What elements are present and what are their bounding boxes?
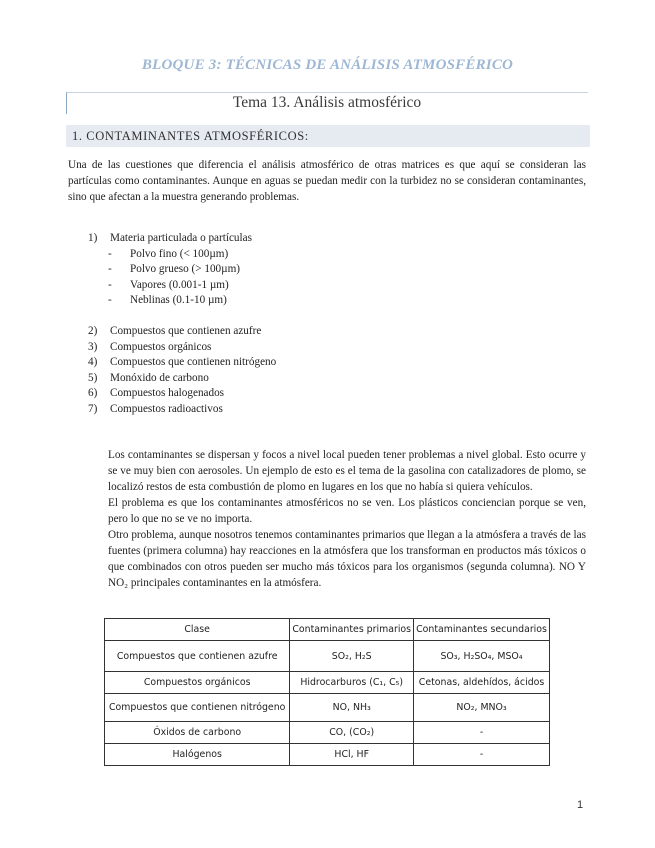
list-item <box>88 402 276 418</box>
table-row <box>105 744 550 766</box>
list-item <box>88 386 276 402</box>
table-cell: NO₂, MNO₃ <box>414 694 550 722</box>
table-cell: SO₂, H₂S <box>290 641 414 672</box>
table-row <box>105 641 550 672</box>
table-row <box>105 722 550 744</box>
particulate-list <box>88 231 252 309</box>
list-number: 2) <box>88 325 98 337</box>
table-cell: NO, NH₃ <box>290 694 414 722</box>
list-item-text: Compuestos radioactivos <box>110 402 223 415</box>
list-item-text: Compuestos halogenados <box>110 387 225 399</box>
list-subitem-text: Polvo fino (< 100µm) <box>130 247 229 260</box>
table-cell: CO, (CO₂) <box>290 722 414 744</box>
list-item-text: Compuestos orgánicos <box>110 340 212 353</box>
list-item <box>88 340 276 356</box>
list-item <box>88 371 276 387</box>
list-subitem-text: Vapores (0.001-1 µm) <box>130 278 229 291</box>
list-subitem <box>88 278 252 294</box>
list-item <box>88 231 252 247</box>
list-item <box>88 355 276 371</box>
list-subitem <box>88 293 252 309</box>
list-item-text: Monóxido de carbono <box>110 371 209 384</box>
list-number: 1) <box>88 232 98 244</box>
table-cell: - <box>414 722 550 744</box>
table-cell: - <box>414 744 550 766</box>
table-header-cell: Contaminantes primarios <box>290 619 414 641</box>
table-header-cell: Clase <box>105 619 290 641</box>
table-cell: Óxidos de carbono <box>105 722 290 744</box>
body-paragraph: Los contaminantes se dispersan y focos a nivel local pueden tener problemas a nivel global. Esto ocurre y se ve muy bien con aerosoles. Un ejemplo de esto es el tema de la gasolina con catalizadores de plomo, se localizó restos de esta combustión de plomo en lugares en los que no había si quiera vehículos. <box>108 449 586 493</box>
intro-paragraph: Una de las cuestiones que diferencia el análisis atmosférico de otras matrices es que aquí se consideran las partículas como contaminantes. Aunque en aguas se puedan medir con la turbidez no se consideran contaminantes, sino que afectan a la muestra generando problemas. <box>68 159 586 203</box>
table-cell: Compuestos orgánicos <box>105 672 290 694</box>
table-header-row <box>105 619 550 641</box>
list-number: 4) <box>88 356 98 368</box>
list-item-text: Compuestos que contienen nitrógeno <box>110 356 277 368</box>
list-dash: - <box>108 294 112 306</box>
page-number: 1 <box>577 799 584 811</box>
body-paragraph: Otro problema, aunque nosotros tenemos contaminantes primarios que llegan a la atmósfera a través de las fuentes (primera columna) hay reacciones en la atmósfera que los transforman en productos más tóxicos o que combinados con otros pueden ser mucho más tóxicos para los organismos (segunda columna). NO Y NO₂ principales contaminantes en la atmósfera. <box>108 529 586 589</box>
block-title: BLOQUE 3: TÉCNICAS DE ANÁLISIS ATMOSFÉRICO <box>141 57 514 73</box>
list-dash: - <box>108 263 112 275</box>
list-subitem <box>88 262 252 278</box>
list-number: 7) <box>88 402 98 415</box>
list-item <box>88 324 276 340</box>
body-text <box>108 447 586 591</box>
table-cell: Cetonas, aldehídos, ácidos <box>414 672 550 694</box>
table-cell: SO₃, H₂SO₄, MSO₄ <box>414 641 550 672</box>
body-paragraph: El problema es que los contaminantes atmosféricos no se ven. Los plásticos conciencian porque se ven, pero lo que no se ve no importa. <box>108 497 586 525</box>
table-cell: Hidrocarburos (C₁, C₅) <box>290 672 414 694</box>
table-cell: Halógenos <box>105 744 290 766</box>
pollutant-list <box>88 324 276 417</box>
table-row <box>105 672 550 694</box>
list-subitem-text: Neblinas (0.1-10 µm) <box>130 294 227 306</box>
list-dash: - <box>108 247 112 260</box>
list-subitem <box>88 247 252 263</box>
table-row <box>105 694 550 722</box>
list-subitem-text: Polvo grueso (> 100µm) <box>130 263 241 275</box>
table-cell: HCl, HF <box>290 744 414 766</box>
list-item-text: Compuestos que contienen azufre <box>110 325 262 337</box>
table-header-cell: Contaminantes secundarios <box>414 619 550 641</box>
list-number: 5) <box>88 371 98 384</box>
list-dash: - <box>108 278 112 291</box>
topic-title: Tema 13. Análisis atmosférico <box>232 94 422 111</box>
list-item-text: Materia particulada o partículas <box>110 232 252 244</box>
list-number: 3) <box>88 340 98 353</box>
pollutants-table <box>104 618 550 766</box>
list-number: 6) <box>88 387 98 399</box>
section-heading: 1. CONTAMINANTES ATMOSFÉRICOS: <box>72 129 309 143</box>
table-cell: Compuestos que contienen azufre <box>105 641 290 672</box>
table-cell: Compuestos que contienen nitrógeno <box>105 694 290 722</box>
